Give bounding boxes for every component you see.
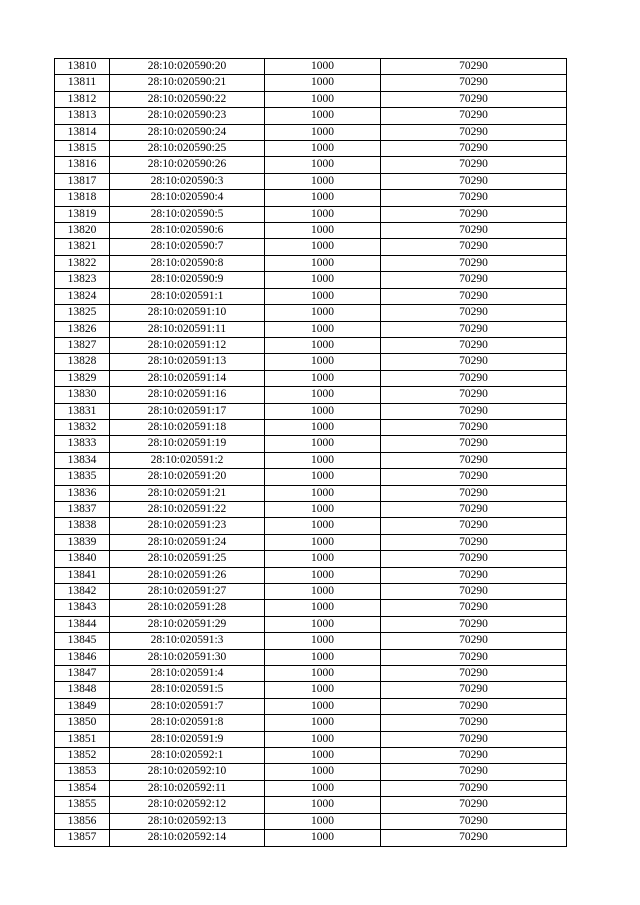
table-row — [55, 551, 567, 567]
area-cell: 1000 — [265, 748, 381, 764]
cadastral-number-cell: 28:10:020591:10 — [110, 305, 265, 321]
row-number-cell: 13851 — [55, 731, 110, 747]
row-number-cell: 13854 — [55, 780, 110, 796]
cadastral-table — [54, 58, 567, 847]
cadastral-number-cell: 28:10:020591:3 — [110, 633, 265, 649]
value-cell: 70290 — [381, 797, 567, 813]
table-row — [55, 600, 567, 616]
area-cell: 1000 — [265, 223, 381, 239]
table-body — [55, 59, 567, 847]
value-cell: 70290 — [381, 600, 567, 616]
row-number-cell: 13844 — [55, 616, 110, 632]
area-cell: 1000 — [265, 584, 381, 600]
area-cell: 1000 — [265, 321, 381, 337]
cadastral-number-cell: 28:10:020590:23 — [110, 108, 265, 124]
row-number-cell: 13857 — [55, 830, 110, 846]
table-row — [55, 190, 567, 206]
table-row — [55, 239, 567, 255]
area-cell: 1000 — [265, 124, 381, 140]
area-cell: 1000 — [265, 190, 381, 206]
row-number-cell: 13831 — [55, 403, 110, 419]
table-row — [55, 141, 567, 157]
cadastral-number-cell: 28:10:020590:7 — [110, 239, 265, 255]
cadastral-number-cell: 28:10:020591:8 — [110, 715, 265, 731]
cadastral-number-cell: 28:10:020592:10 — [110, 764, 265, 780]
row-number-cell: 13828 — [55, 354, 110, 370]
cadastral-number-cell: 28:10:020590:5 — [110, 206, 265, 222]
value-cell: 70290 — [381, 108, 567, 124]
cadastral-number-cell: 28:10:020590:3 — [110, 173, 265, 189]
cadastral-number-cell: 28:10:020590:26 — [110, 157, 265, 173]
value-cell: 70290 — [381, 436, 567, 452]
table-row — [55, 223, 567, 239]
table-row — [55, 403, 567, 419]
row-number-cell: 13813 — [55, 108, 110, 124]
cadastral-number-cell: 28:10:020591:21 — [110, 485, 265, 501]
table-row — [55, 534, 567, 550]
value-cell: 70290 — [381, 501, 567, 517]
cadastral-number-cell: 28:10:020591:28 — [110, 600, 265, 616]
table-row — [55, 633, 567, 649]
area-cell: 1000 — [265, 436, 381, 452]
row-number-cell: 13845 — [55, 633, 110, 649]
cadastral-number-cell: 28:10:020590:25 — [110, 141, 265, 157]
value-cell: 70290 — [381, 452, 567, 468]
area-cell: 1000 — [265, 797, 381, 813]
table-row — [55, 518, 567, 534]
cadastral-number-cell: 28:10:020590:22 — [110, 91, 265, 107]
cadastral-number-cell: 28:10:020591:9 — [110, 731, 265, 747]
table-row — [55, 124, 567, 140]
area-cell: 1000 — [265, 731, 381, 747]
area-cell: 1000 — [265, 370, 381, 386]
value-cell: 70290 — [381, 354, 567, 370]
cadastral-number-cell: 28:10:020591:2 — [110, 452, 265, 468]
value-cell: 70290 — [381, 649, 567, 665]
value-cell: 70290 — [381, 337, 567, 353]
area-cell: 1000 — [265, 239, 381, 255]
cadastral-number-cell: 28:10:020591:22 — [110, 501, 265, 517]
value-cell: 70290 — [381, 141, 567, 157]
table-row — [55, 682, 567, 698]
table-row — [55, 748, 567, 764]
row-number-cell: 13855 — [55, 797, 110, 813]
row-number-cell: 13811 — [55, 75, 110, 91]
value-cell: 70290 — [381, 305, 567, 321]
row-number-cell: 13812 — [55, 91, 110, 107]
table-row — [55, 780, 567, 796]
row-number-cell: 13832 — [55, 419, 110, 435]
cadastral-number-cell: 28:10:020591:24 — [110, 534, 265, 550]
value-cell: 70290 — [381, 403, 567, 419]
cadastral-number-cell: 28:10:020591:29 — [110, 616, 265, 632]
value-cell: 70290 — [381, 469, 567, 485]
area-cell: 1000 — [265, 551, 381, 567]
table-row — [55, 305, 567, 321]
table-row — [55, 452, 567, 468]
cadastral-number-cell: 28:10:020591:1 — [110, 288, 265, 304]
row-number-cell: 13810 — [55, 59, 110, 75]
cadastral-number-cell: 28:10:020591:7 — [110, 698, 265, 714]
row-number-cell: 13814 — [55, 124, 110, 140]
cadastral-number-cell: 28:10:020591:19 — [110, 436, 265, 452]
value-cell: 70290 — [381, 419, 567, 435]
table-row — [55, 797, 567, 813]
value-cell: 70290 — [381, 173, 567, 189]
table-row — [55, 731, 567, 747]
value-cell: 70290 — [381, 534, 567, 550]
area-cell: 1000 — [265, 698, 381, 714]
value-cell: 70290 — [381, 764, 567, 780]
area-cell: 1000 — [265, 354, 381, 370]
row-number-cell: 13838 — [55, 518, 110, 534]
value-cell: 70290 — [381, 288, 567, 304]
row-number-cell: 13826 — [55, 321, 110, 337]
table-row — [55, 485, 567, 501]
cadastral-number-cell: 28:10:020591:18 — [110, 419, 265, 435]
area-cell: 1000 — [265, 91, 381, 107]
value-cell: 70290 — [381, 584, 567, 600]
cadastral-number-cell: 28:10:020592:12 — [110, 797, 265, 813]
cadastral-number-cell: 28:10:020590:4 — [110, 190, 265, 206]
table-row — [55, 288, 567, 304]
row-number-cell: 13835 — [55, 469, 110, 485]
row-number-cell: 13816 — [55, 157, 110, 173]
row-number-cell: 13834 — [55, 452, 110, 468]
area-cell: 1000 — [265, 141, 381, 157]
value-cell: 70290 — [381, 124, 567, 140]
table-row — [55, 436, 567, 452]
value-cell: 70290 — [381, 715, 567, 731]
area-cell: 1000 — [265, 830, 381, 846]
cadastral-number-cell: 28:10:020591:12 — [110, 337, 265, 353]
row-number-cell: 13817 — [55, 173, 110, 189]
area-cell: 1000 — [265, 469, 381, 485]
value-cell: 70290 — [381, 682, 567, 698]
table-row — [55, 59, 567, 75]
row-number-cell: 13843 — [55, 600, 110, 616]
table-row — [55, 157, 567, 173]
row-number-cell: 13822 — [55, 255, 110, 271]
area-cell: 1000 — [265, 387, 381, 403]
area-cell: 1000 — [265, 715, 381, 731]
table-row — [55, 387, 567, 403]
area-cell: 1000 — [265, 567, 381, 583]
table-row — [55, 616, 567, 632]
table-row — [55, 337, 567, 353]
row-number-cell: 13840 — [55, 551, 110, 567]
row-number-cell: 13833 — [55, 436, 110, 452]
cadastral-number-cell: 28:10:020591:20 — [110, 469, 265, 485]
table-row — [55, 666, 567, 682]
area-cell: 1000 — [265, 173, 381, 189]
row-number-cell: 13850 — [55, 715, 110, 731]
value-cell: 70290 — [381, 223, 567, 239]
cadastral-number-cell: 28:10:020590:24 — [110, 124, 265, 140]
cadastral-number-cell: 28:10:020591:27 — [110, 584, 265, 600]
value-cell: 70290 — [381, 387, 567, 403]
cadastral-number-cell: 28:10:020590:9 — [110, 272, 265, 288]
value-cell: 70290 — [381, 59, 567, 75]
row-number-cell: 13823 — [55, 272, 110, 288]
value-cell: 70290 — [381, 157, 567, 173]
area-cell: 1000 — [265, 780, 381, 796]
area-cell: 1000 — [265, 666, 381, 682]
area-cell: 1000 — [265, 337, 381, 353]
value-cell: 70290 — [381, 91, 567, 107]
table-row — [55, 698, 567, 714]
row-number-cell: 13824 — [55, 288, 110, 304]
table-row — [55, 173, 567, 189]
table-row — [55, 764, 567, 780]
row-number-cell: 13830 — [55, 387, 110, 403]
value-cell: 70290 — [381, 75, 567, 91]
value-cell: 70290 — [381, 370, 567, 386]
cadastral-number-cell: 28:10:020590:6 — [110, 223, 265, 239]
area-cell: 1000 — [265, 403, 381, 419]
value-cell: 70290 — [381, 321, 567, 337]
area-cell: 1000 — [265, 682, 381, 698]
cadastral-number-cell: 28:10:020592:1 — [110, 748, 265, 764]
row-number-cell: 13820 — [55, 223, 110, 239]
area-cell: 1000 — [265, 485, 381, 501]
cadastral-number-cell: 28:10:020591:25 — [110, 551, 265, 567]
area-cell: 1000 — [265, 649, 381, 665]
area-cell: 1000 — [265, 272, 381, 288]
cadastral-number-cell: 28:10:020591:4 — [110, 666, 265, 682]
table-row — [55, 715, 567, 731]
row-number-cell: 13815 — [55, 141, 110, 157]
row-number-cell: 13825 — [55, 305, 110, 321]
area-cell: 1000 — [265, 108, 381, 124]
cadastral-number-cell: 28:10:020590:8 — [110, 255, 265, 271]
value-cell: 70290 — [381, 551, 567, 567]
value-cell: 70290 — [381, 239, 567, 255]
area-cell: 1000 — [265, 764, 381, 780]
area-cell: 1000 — [265, 305, 381, 321]
table-row — [55, 584, 567, 600]
row-number-cell: 13853 — [55, 764, 110, 780]
value-cell: 70290 — [381, 780, 567, 796]
cadastral-number-cell: 28:10:020592:14 — [110, 830, 265, 846]
row-number-cell: 13829 — [55, 370, 110, 386]
area-cell: 1000 — [265, 206, 381, 222]
row-number-cell: 13847 — [55, 666, 110, 682]
row-number-cell: 13849 — [55, 698, 110, 714]
table-row — [55, 272, 567, 288]
cadastral-number-cell: 28:10:020591:16 — [110, 387, 265, 403]
cadastral-number-cell: 28:10:020591:5 — [110, 682, 265, 698]
area-cell: 1000 — [265, 518, 381, 534]
table-row — [55, 75, 567, 91]
value-cell: 70290 — [381, 748, 567, 764]
area-cell: 1000 — [265, 75, 381, 91]
table-row — [55, 813, 567, 829]
table-row — [55, 354, 567, 370]
value-cell: 70290 — [381, 813, 567, 829]
area-cell: 1000 — [265, 600, 381, 616]
table-row — [55, 91, 567, 107]
area-cell: 1000 — [265, 288, 381, 304]
value-cell: 70290 — [381, 518, 567, 534]
cadastral-number-cell: 28:10:020591:17 — [110, 403, 265, 419]
row-number-cell: 13836 — [55, 485, 110, 501]
table-row — [55, 255, 567, 271]
value-cell: 70290 — [381, 698, 567, 714]
table-row — [55, 419, 567, 435]
row-number-cell: 13848 — [55, 682, 110, 698]
area-cell: 1000 — [265, 255, 381, 271]
area-cell: 1000 — [265, 59, 381, 75]
row-number-cell: 13856 — [55, 813, 110, 829]
cadastral-number-cell: 28:10:020591:26 — [110, 567, 265, 583]
table-row — [55, 501, 567, 517]
table-row — [55, 567, 567, 583]
cadastral-number-cell: 28:10:020592:13 — [110, 813, 265, 829]
cadastral-number-cell: 28:10:020590:21 — [110, 75, 265, 91]
cadastral-number-cell: 28:10:020590:20 — [110, 59, 265, 75]
row-number-cell: 13852 — [55, 748, 110, 764]
row-number-cell: 13846 — [55, 649, 110, 665]
cadastral-number-cell: 28:10:020591:30 — [110, 649, 265, 665]
value-cell: 70290 — [381, 206, 567, 222]
area-cell: 1000 — [265, 501, 381, 517]
row-number-cell: 13841 — [55, 567, 110, 583]
area-cell: 1000 — [265, 633, 381, 649]
value-cell: 70290 — [381, 666, 567, 682]
value-cell: 70290 — [381, 272, 567, 288]
table-row — [55, 206, 567, 222]
area-cell: 1000 — [265, 419, 381, 435]
cadastral-number-cell: 28:10:020591:11 — [110, 321, 265, 337]
row-number-cell: 13842 — [55, 584, 110, 600]
value-cell: 70290 — [381, 190, 567, 206]
table-row — [55, 370, 567, 386]
area-cell: 1000 — [265, 813, 381, 829]
row-number-cell: 13819 — [55, 206, 110, 222]
value-cell: 70290 — [381, 731, 567, 747]
value-cell: 70290 — [381, 633, 567, 649]
value-cell: 70290 — [381, 830, 567, 846]
cadastral-number-cell: 28:10:020591:23 — [110, 518, 265, 534]
row-number-cell: 13827 — [55, 337, 110, 353]
cadastral-number-cell: 28:10:020591:14 — [110, 370, 265, 386]
table-row — [55, 108, 567, 124]
row-number-cell: 13818 — [55, 190, 110, 206]
row-number-cell: 13837 — [55, 501, 110, 517]
table-row — [55, 649, 567, 665]
table-row — [55, 469, 567, 485]
area-cell: 1000 — [265, 452, 381, 468]
value-cell: 70290 — [381, 616, 567, 632]
area-cell: 1000 — [265, 534, 381, 550]
value-cell: 70290 — [381, 485, 567, 501]
table-row — [55, 321, 567, 337]
value-cell: 70290 — [381, 567, 567, 583]
table-row — [55, 830, 567, 846]
row-number-cell: 13839 — [55, 534, 110, 550]
cadastral-number-cell: 28:10:020591:13 — [110, 354, 265, 370]
value-cell: 70290 — [381, 255, 567, 271]
area-cell: 1000 — [265, 616, 381, 632]
cadastral-number-cell: 28:10:020592:11 — [110, 780, 265, 796]
area-cell: 1000 — [265, 157, 381, 173]
row-number-cell: 13821 — [55, 239, 110, 255]
